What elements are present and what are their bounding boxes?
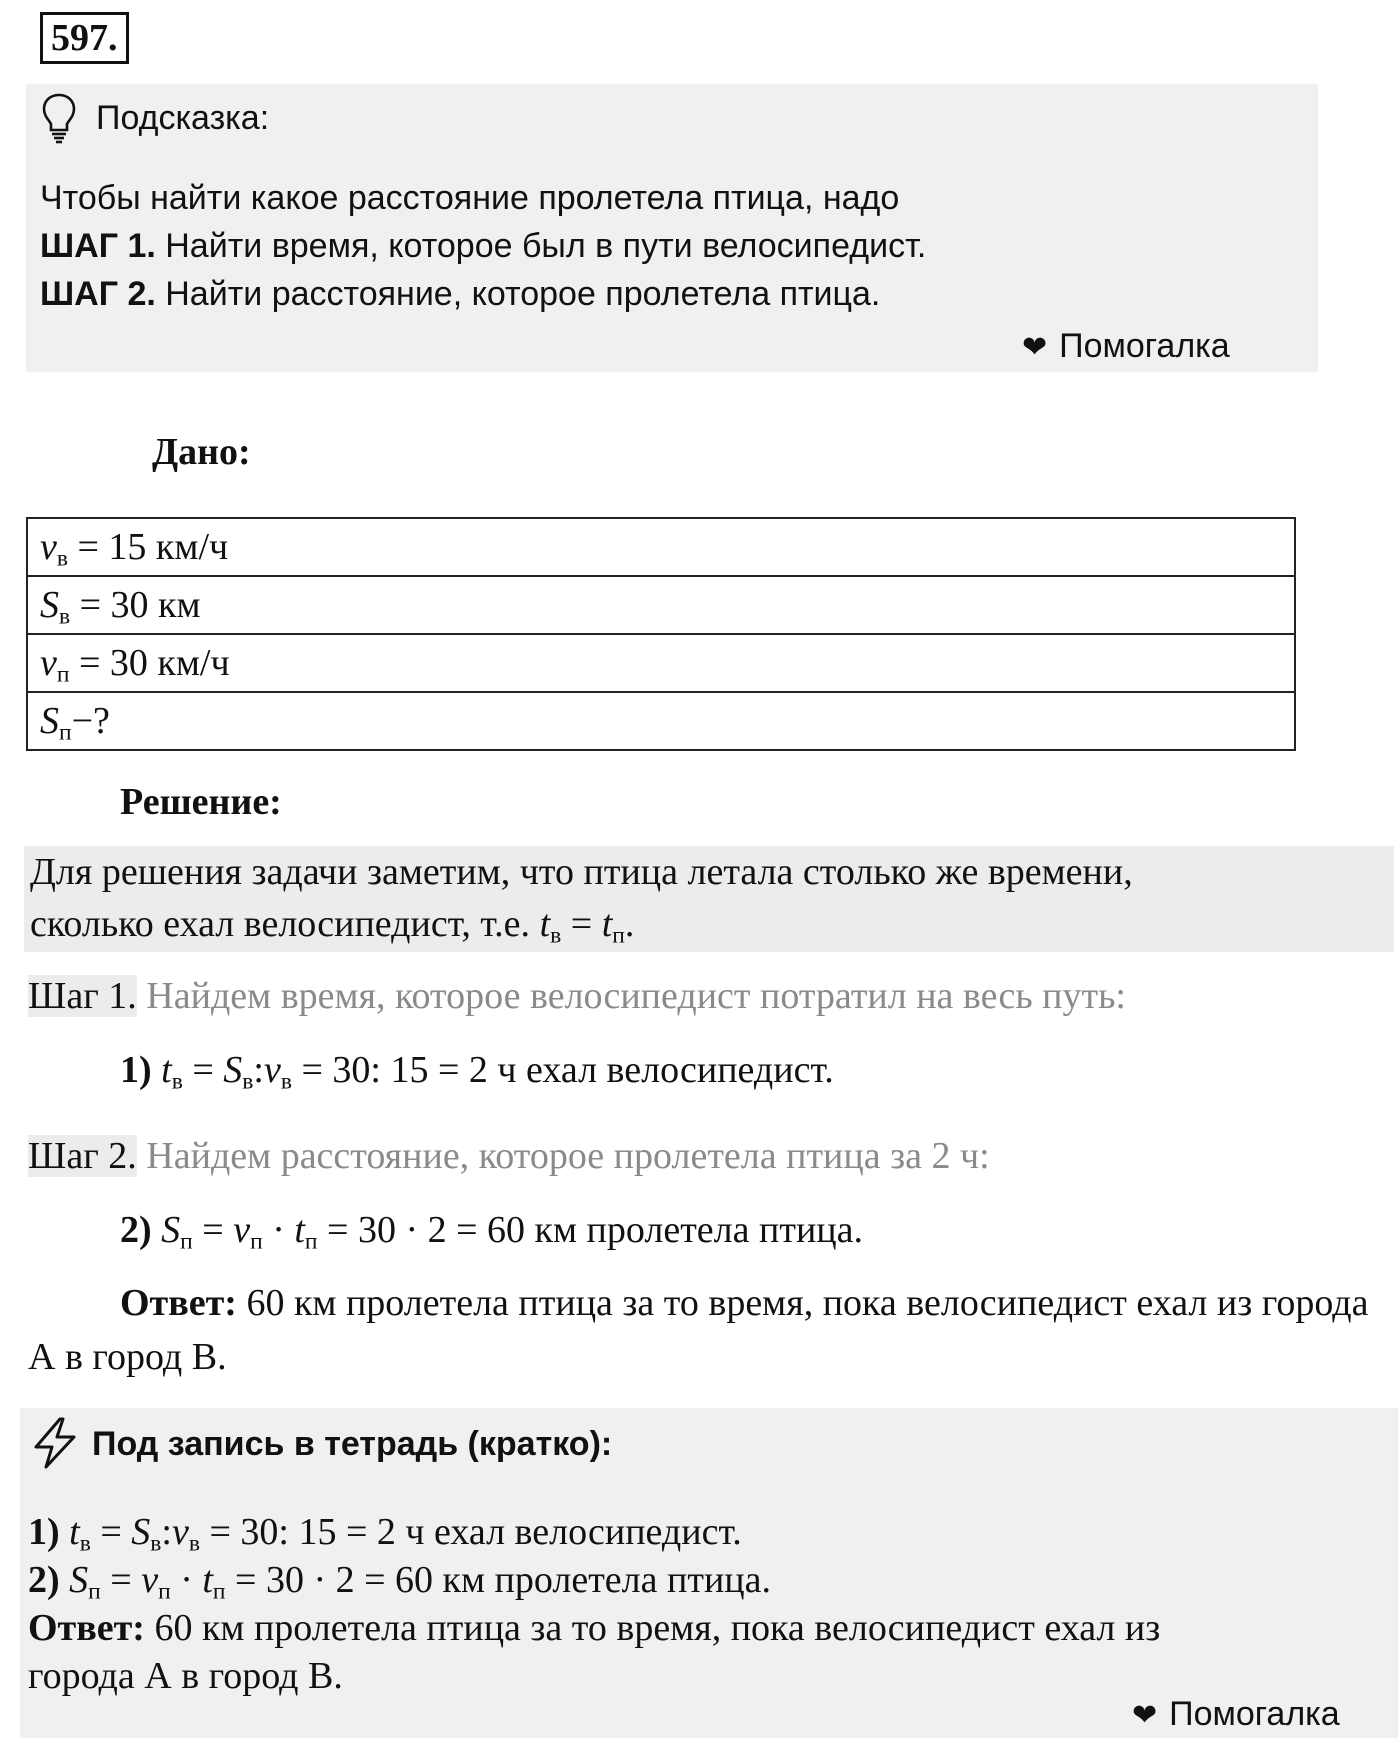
step-1-label: Шаг 1. bbox=[28, 975, 137, 1017]
notebook-answer-label: Ответ: bbox=[28, 1607, 145, 1649]
notebook-title: Под запись в тетрадь (кратко): bbox=[92, 1425, 613, 1463]
given-value: = 30 км bbox=[70, 584, 201, 626]
calc-2-text: = 30 · 2 = 60 км пролетела птица. bbox=[327, 1209, 863, 1251]
given-symbol: S bbox=[40, 584, 59, 626]
notebook-brand bbox=[1132, 1692, 1340, 1738]
calc-1-text: = 30: 15 = 2 ч ехал велосипедист. bbox=[301, 1049, 834, 1091]
lightning-icon bbox=[30, 1416, 80, 1470]
hint-step-2-text: Найти расстояние, которое пролетела птица. bbox=[155, 275, 881, 313]
problem-number: 597. bbox=[40, 12, 129, 64]
given-row bbox=[27, 692, 1295, 750]
given-title: Дано: bbox=[152, 431, 251, 473]
hint-brand-label: Помогалка bbox=[1059, 327, 1230, 365]
hint-brand bbox=[1022, 324, 1230, 370]
notebook-calc-2-text: = 30 · 2 = 60 км пролетела птица. bbox=[235, 1559, 771, 1601]
step-2-label: Шаг 2. bbox=[28, 1135, 137, 1177]
solution-answer bbox=[28, 1276, 1378, 1384]
notebook-box bbox=[20, 1408, 1398, 1738]
notebook-calc-2-number: 2) bbox=[28, 1559, 60, 1601]
given-subscript: п bbox=[59, 719, 72, 746]
hint-step-1-label: ШАГ 1. bbox=[40, 227, 156, 265]
step-2-text: Найдем расстояние, которое пролетела птица за 2 ч: bbox=[136, 1135, 990, 1177]
notebook-calc-1-text: = 30: 15 = 2 ч ехал велосипедист. bbox=[209, 1511, 742, 1553]
notebook-answer-line-1 bbox=[28, 1604, 1160, 1652]
solution-intro-text: сколько ехал велосипедист, т.е. bbox=[30, 903, 540, 945]
notebook-calc-1: 1) $t_в$ = $S_в:v_в = 30$: 15 = 2 ч ехал велосипедист. bbox=[28, 1511, 742, 1557]
hint-step-2 bbox=[40, 270, 880, 318]
notebook-calc-2: 2) $S_п = v_п \cdot t_п = 30 \cdot 2 = 60$ км пролетела птица. bbox=[28, 1559, 771, 1605]
notebook-answer-text: 60 км пролетела птица за то время, пока велосипедист ехал из bbox=[144, 1607, 1161, 1649]
calc-2-number: 2) bbox=[120, 1209, 152, 1251]
hint-step-1 bbox=[40, 222, 926, 270]
step-1-text: Найдем время, которое велосипедист потратил на весь путь: bbox=[136, 975, 1126, 1017]
solution-step-2 bbox=[28, 1130, 990, 1182]
hint-title: Подсказка: bbox=[96, 99, 270, 137]
given-subscript: в bbox=[59, 603, 71, 630]
calc-1-number: 1) bbox=[120, 1049, 152, 1091]
given-table bbox=[26, 517, 1296, 751]
notebook-calc-1-number: 1) bbox=[28, 1511, 60, 1553]
given-value: = 15 км/ч bbox=[68, 526, 229, 568]
answer-text: 60 км пролетела птица за то время, пока велосипедист ехал из города А в город В. bbox=[28, 1282, 1369, 1378]
calc-1: 1) $t_в$ = $S_в:v_в = 30$: 15 = 2 ч ехал велосипедист. bbox=[120, 1049, 834, 1095]
notebook-brand-label: Помогалка bbox=[1169, 1695, 1340, 1733]
solution-intro-box bbox=[24, 846, 1394, 952]
solution-intro-line-2: сколько ехал велосипедист, т.е. $t_в = t_п$. bbox=[30, 903, 635, 949]
calc-2: 2) $S_п = v_п \cdot t_п = 30 \cdot 2 = 60$ км пролетела птица. bbox=[120, 1209, 863, 1255]
hint-step-2-label: ШАГ 2. bbox=[40, 275, 156, 313]
given-subscript: п bbox=[56, 661, 70, 688]
given-symbol: v bbox=[40, 526, 57, 568]
given-subscript: в bbox=[56, 545, 68, 572]
lightbulb-icon bbox=[40, 92, 78, 144]
solution-title: Решение: bbox=[120, 781, 282, 823]
given-row bbox=[27, 634, 1295, 692]
given-row bbox=[27, 576, 1295, 634]
given-value: = 30 км/ч bbox=[69, 642, 230, 684]
hint-intro: Чтобы найти какое расстояние пролетела птица, надо bbox=[40, 179, 900, 217]
answer-label: Ответ: bbox=[120, 1282, 237, 1324]
heart-icon: ❤ bbox=[1022, 331, 1048, 364]
hint-box bbox=[26, 84, 1318, 372]
solution-step-1 bbox=[28, 970, 1126, 1022]
solution-intro-line-1: Для решения задачи заметим, что птица летала столько же времени, bbox=[30, 851, 1133, 893]
heart-icon: ❤ bbox=[1132, 1699, 1158, 1732]
notebook-answer-line-2: города А в город В. bbox=[28, 1655, 343, 1697]
given-row bbox=[27, 518, 1295, 576]
given-symbol: v bbox=[40, 642, 57, 684]
given-symbol: S bbox=[40, 700, 59, 742]
hint-step-1-text: Найти время, которое был в пути велосипедист. bbox=[155, 227, 927, 265]
given-value: −? bbox=[71, 700, 110, 742]
